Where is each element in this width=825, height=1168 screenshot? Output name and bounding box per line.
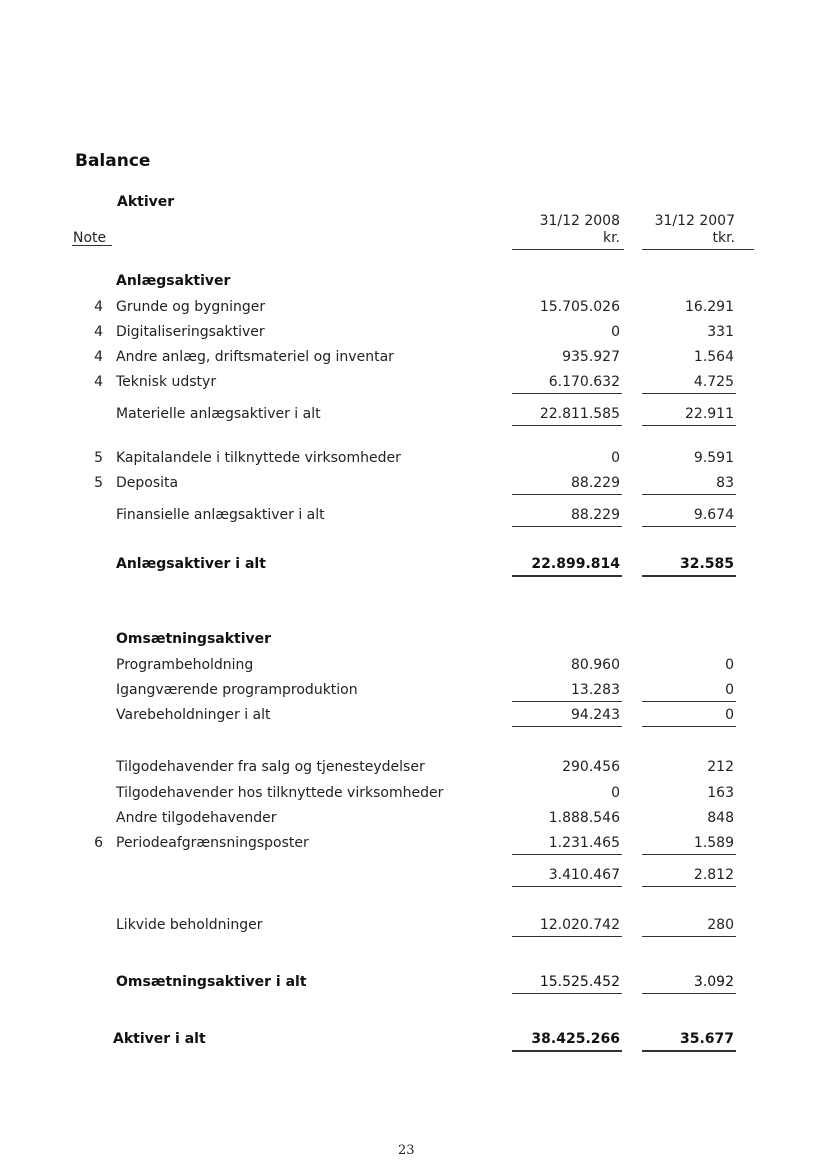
table-row-likvide: Likvide beholdninger 12.020.742 280: [116, 917, 734, 933]
subtotal-row-varebeholdninger: Varebeholdninger i alt 94.243 0: [116, 707, 734, 723]
underline-2008: [512, 1050, 622, 1052]
table-row-grunde: 4 Grunde og bygninger 15.705.026 16.291: [94, 299, 734, 315]
underline-2007: [642, 726, 736, 727]
underline-2007: [642, 701, 736, 702]
underline-2008: [512, 526, 622, 527]
total-row-anlaegsaktiver: Anlægsaktiver i alt 22.899.814 32.585: [116, 556, 734, 572]
subtotal-row-tilgodehavender: 3.410.467 2.812: [548, 867, 734, 883]
underline-2007: [642, 494, 736, 495]
col-2007-header-rule: [642, 249, 754, 250]
underline-2008: [512, 393, 622, 394]
underline-2008: [512, 726, 622, 727]
table-row-teknisk-udstyr: 4 Teknisk udstyr 6.170.632 4.725: [94, 374, 734, 390]
underline-2008: [512, 936, 622, 937]
page-title: Balance: [75, 151, 151, 171]
col-2008-date: 31/12 2008: [539, 213, 620, 229]
table-row-tilgodehavender-tilknyttede: Tilgodehavender hos tilknyttede virksomheder 0 163: [116, 785, 734, 801]
table-row-andre-anlaeg: 4 Andre anlæg, driftsmateriel og inventar 935.927 1.564: [94, 349, 734, 365]
section-heading-anlaegsaktiver: Anlægsaktiver: [116, 273, 231, 289]
table-row-igangvaerende: Igangværende programproduktion 13.283 0: [116, 682, 734, 698]
total-row-aktiver: Aktiver i alt 38.425.266 35.677: [113, 1031, 734, 1047]
underline-2007: [642, 854, 736, 855]
col-2007-unit: tkr.: [712, 230, 735, 246]
table-row-periodeafgraensning: 6 Periodeafgrænsningsposter 1.231.465 1.589: [94, 835, 734, 851]
underline-2007: [642, 393, 736, 394]
underline-2007: [642, 526, 736, 527]
col-2008-header-rule: [512, 249, 624, 250]
underline-2007: [642, 993, 736, 994]
col-2008-unit: kr.: [602, 230, 620, 246]
col-2007-date: 31/12 2007: [654, 213, 735, 229]
table-row-tilgodehavender-salg: Tilgodehavender fra salg og tjenesteydelser 290.456 212: [116, 759, 734, 775]
subtotal-row-materielle: Materielle anlægsaktiver i alt 22.811.585 22.911: [116, 406, 734, 422]
underline-2007: [642, 936, 736, 937]
underline-2007: [642, 886, 736, 887]
underline-2008: [512, 993, 622, 994]
table-row-deposita: 5 Deposita 88.229 83: [94, 475, 734, 491]
section-heading-omsaetningsaktiver: Omsætningsaktiver: [116, 631, 272, 647]
table-row-andre-tilgodehavender: Andre tilgodehavender 1.888.546 848: [116, 810, 734, 826]
page-number: 23: [398, 1143, 415, 1158]
underline-2008: [512, 575, 622, 577]
note-column-header: Note: [73, 230, 107, 246]
note-header-rule: [72, 245, 112, 246]
underline-2008: [512, 854, 622, 855]
underline-2008: [512, 886, 622, 887]
subtotal-row-finansielle: Finansielle anlægsaktiver i alt 88.229 9.674: [116, 507, 734, 523]
underline-2008: [512, 494, 622, 495]
underline-2007: [642, 575, 736, 577]
underline-2008: [512, 701, 622, 702]
underline-2007: [642, 425, 736, 426]
table-row-programbeholdning: Programbeholdning 80.960 0: [116, 657, 734, 673]
underline-2007: [642, 1050, 736, 1052]
table-row-digitalisering: 4 Digitaliseringsaktiver 0 331: [94, 324, 734, 340]
section-title-aktiver: Aktiver: [117, 194, 175, 210]
underline-2008: [512, 425, 622, 426]
total-row-omsaetningsaktiver: Omsætningsaktiver i alt 15.525.452 3.092: [116, 974, 734, 990]
table-row-kapitalandele: 5 Kapitalandele i tilknyttede virksomheder 0 9.591: [94, 450, 734, 466]
